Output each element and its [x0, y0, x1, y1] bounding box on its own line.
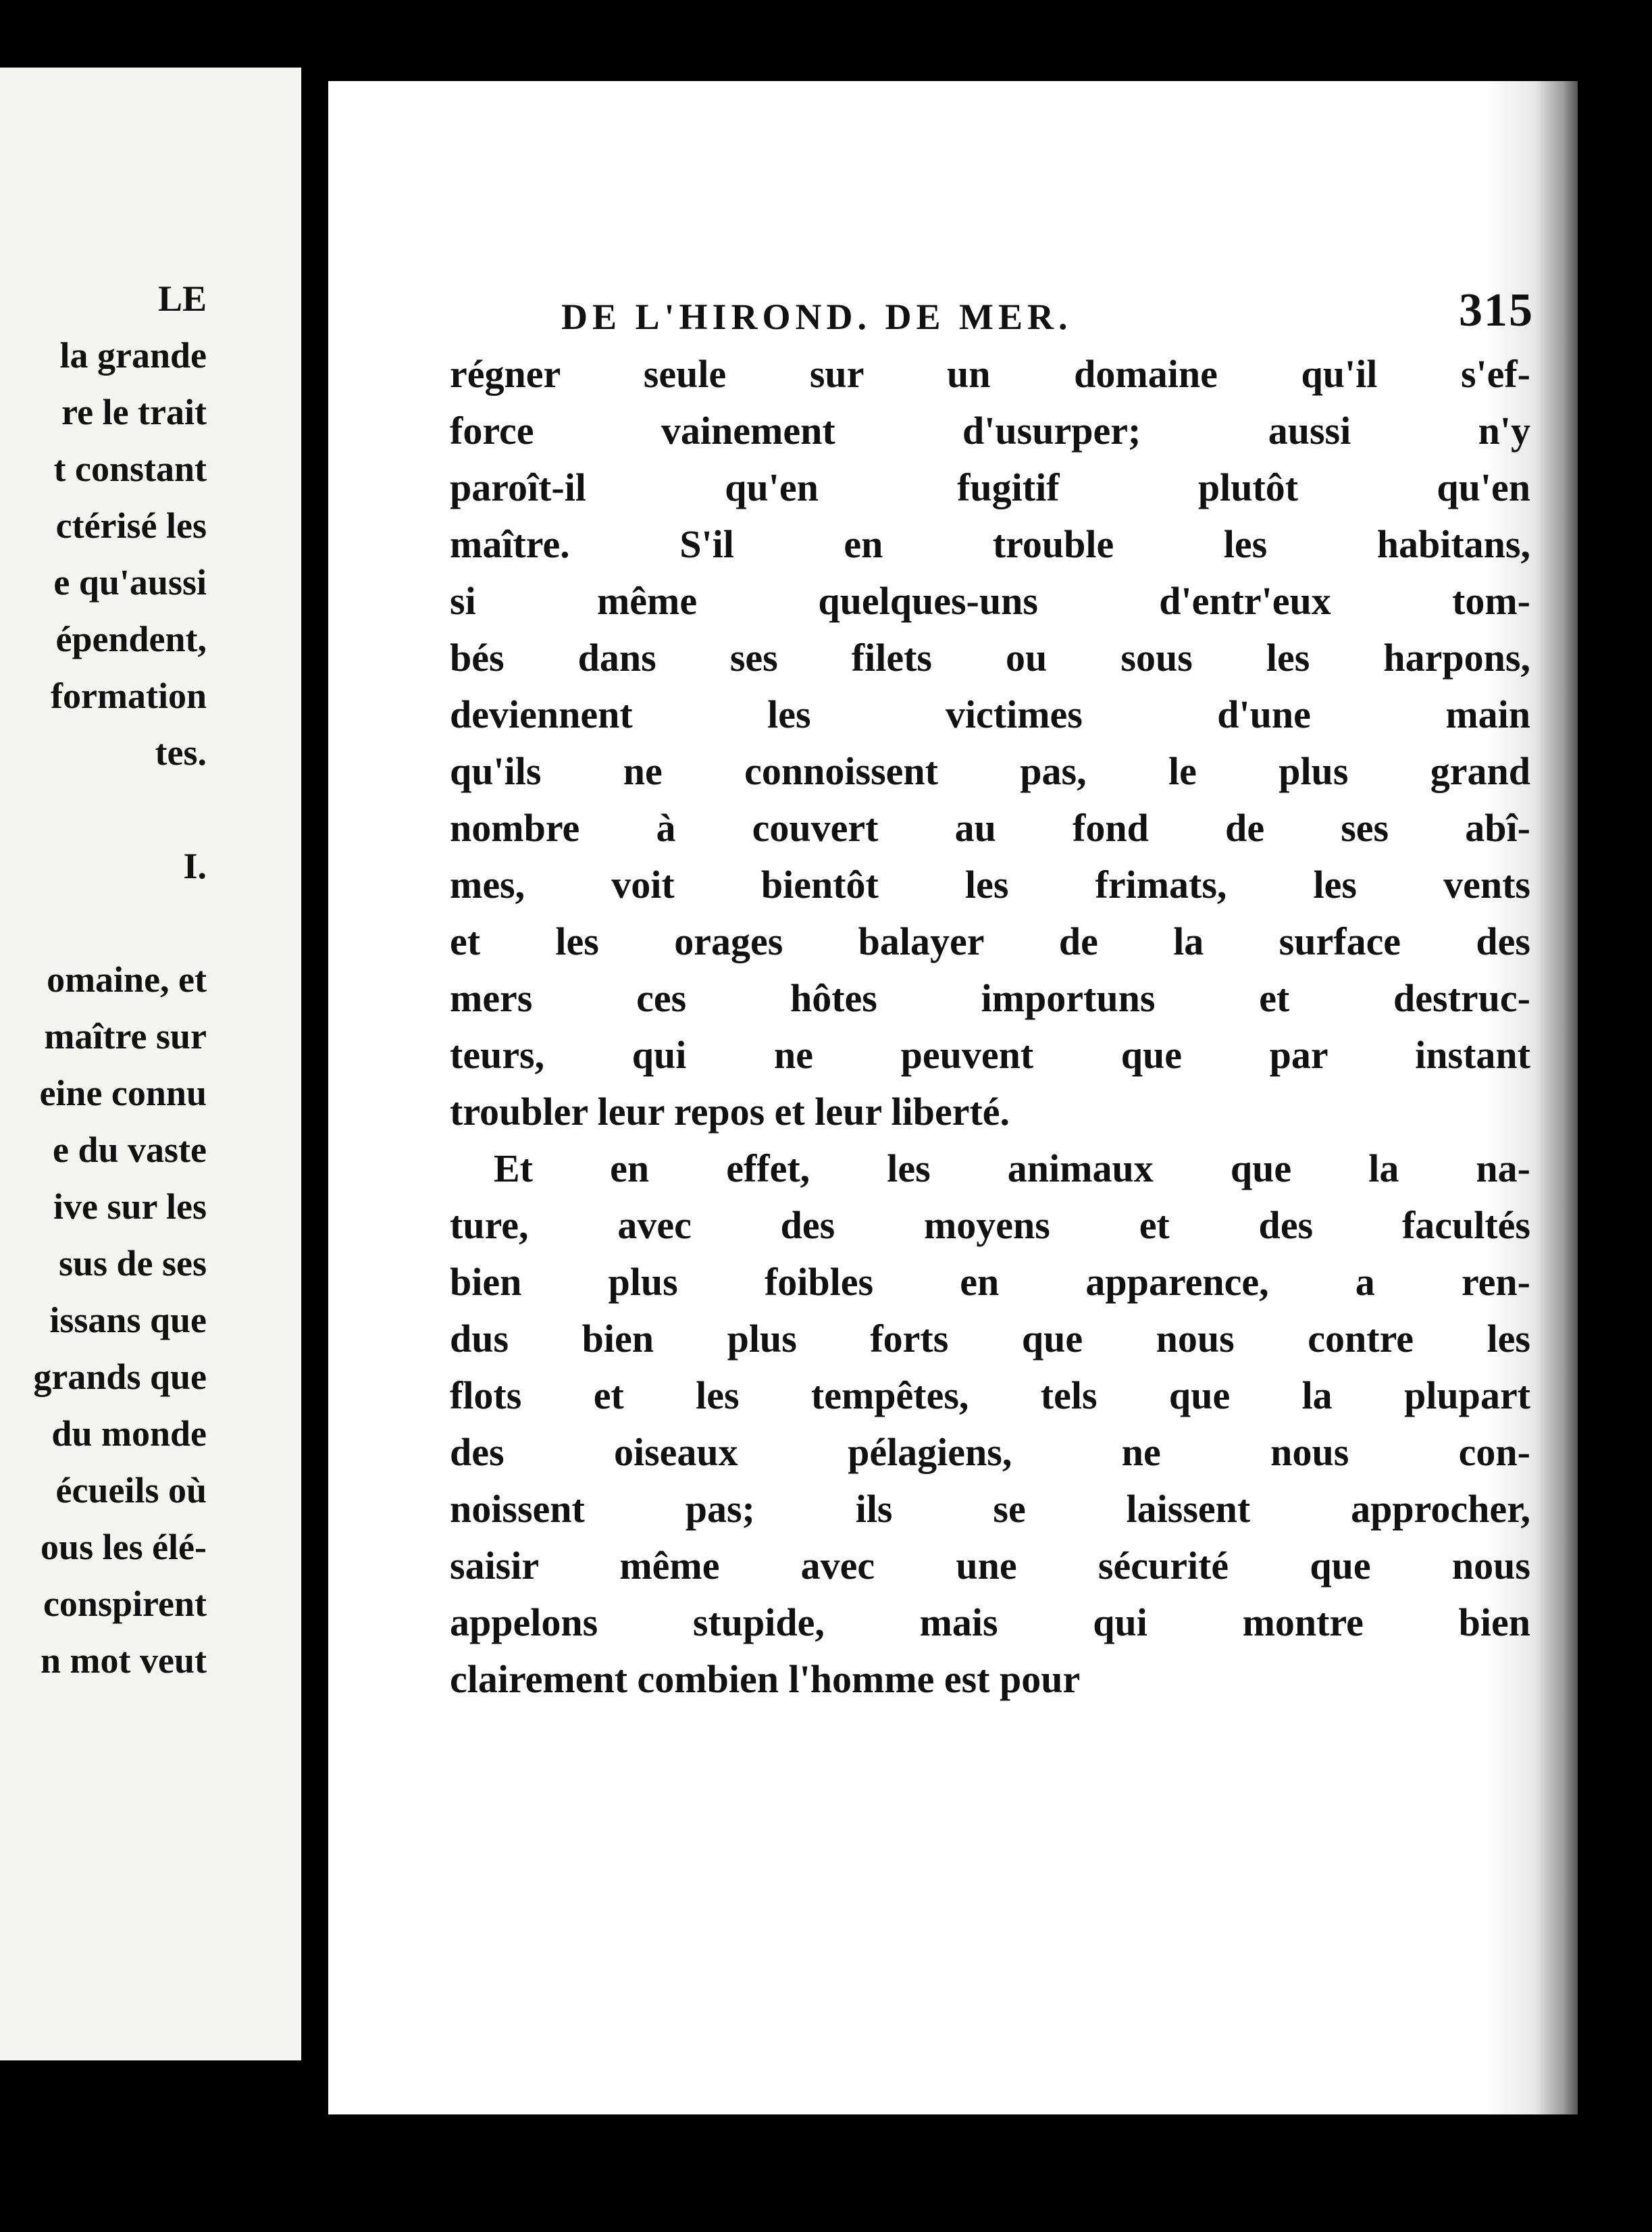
running-title: DE L'HIROND. DE MER.	[561, 297, 1073, 337]
text-line: clairement combien l'homme est pour	[450, 1657, 1081, 1701]
left-line: e qu'aussi	[53, 562, 207, 603]
left-line: e du vaste	[53, 1130, 207, 1170]
left-line: du monde	[51, 1413, 207, 1454]
left-line: formation	[51, 676, 207, 716]
text-line: dus bien plus forts que nous contre les	[450, 1317, 1530, 1361]
text-line: force vainement d'usurper; aussi n'y	[450, 409, 1530, 453]
text-line: maître. S'il en trouble les habitans,	[450, 522, 1530, 566]
left-line: conspirent	[43, 1583, 207, 1624]
left-page-fragment	[0, 68, 301, 2060]
text-line: deviennent les victimes d'une main	[450, 692, 1530, 736]
text-line: appelons stupide, mais qui montre bien	[450, 1600, 1530, 1644]
text-line: régner seule sur un domaine qu'il s'ef-	[450, 352, 1530, 396]
left-line: omaine, et	[47, 959, 207, 1000]
left-line: grands que	[33, 1356, 207, 1397]
left-line: n mot veut	[41, 1640, 207, 1681]
text-line: saisir même avec une sécurité que nous	[450, 1544, 1530, 1588]
text-line: bés dans ses filets ou sous les harpons,	[450, 636, 1530, 680]
left-line: ous les élé-	[41, 1527, 207, 1567]
text-line: bien plus foibles en apparence, a ren-	[450, 1260, 1530, 1304]
left-line: tes.	[155, 732, 207, 773]
left-line	[0, 894, 301, 951]
text-line: nombre à couvert au fond de ses abî-	[450, 806, 1530, 850]
text-line: paroît-il qu'en fugitif plutôt qu'en	[450, 465, 1530, 509]
text-line: ture, avec des moyens et des facultés	[450, 1203, 1530, 1247]
text-line: teurs, qui ne peuvent que par instant	[450, 1033, 1530, 1077]
left-line: t constant	[53, 449, 207, 489]
text-line: des oiseaux pélagiens, ne nous con-	[450, 1430, 1530, 1474]
text-line: Et en effet, les animaux que la na-	[494, 1146, 1530, 1190]
left-line: LE	[157, 278, 207, 319]
text-line: et les orages balayer de la surface des	[450, 919, 1530, 963]
text-line: mes, voit bientôt les frimats, les vents	[450, 863, 1530, 907]
left-line: maître sur	[44, 1016, 207, 1057]
left-line: ctérisé les	[55, 505, 207, 546]
text-line: flots et les tempêtes, tels que la plupart	[450, 1373, 1530, 1417]
left-line: sus de ses	[58, 1243, 207, 1284]
book-gutter	[301, 54, 321, 2114]
left-line: ive sur les	[53, 1186, 207, 1227]
text-line: mers ces hôtes importuns et destruc-	[450, 976, 1530, 1020]
left-line: eine connu	[39, 1073, 207, 1113]
left-line: I.	[183, 846, 207, 886]
left-line: re le trait	[61, 392, 207, 432]
left-line: la grande	[59, 335, 207, 376]
left-line: issans que	[49, 1300, 207, 1340]
text-line: qu'ils ne connoissent pas, le plus grand	[450, 749, 1530, 793]
left-line	[0, 781, 301, 838]
text-line: si même quelques-uns d'entr'eux tom-	[450, 579, 1530, 623]
text-line: troubler leur repos et leur liberté.	[450, 1090, 1010, 1134]
left-line: épendent,	[55, 619, 207, 659]
left-line: écueils où	[55, 1470, 207, 1511]
text-line: noissent pas; ils se laissent approcher,	[450, 1487, 1530, 1531]
running-header	[561, 284, 1534, 338]
page-number: 315	[1459, 284, 1534, 336]
main-page	[328, 81, 1578, 2114]
